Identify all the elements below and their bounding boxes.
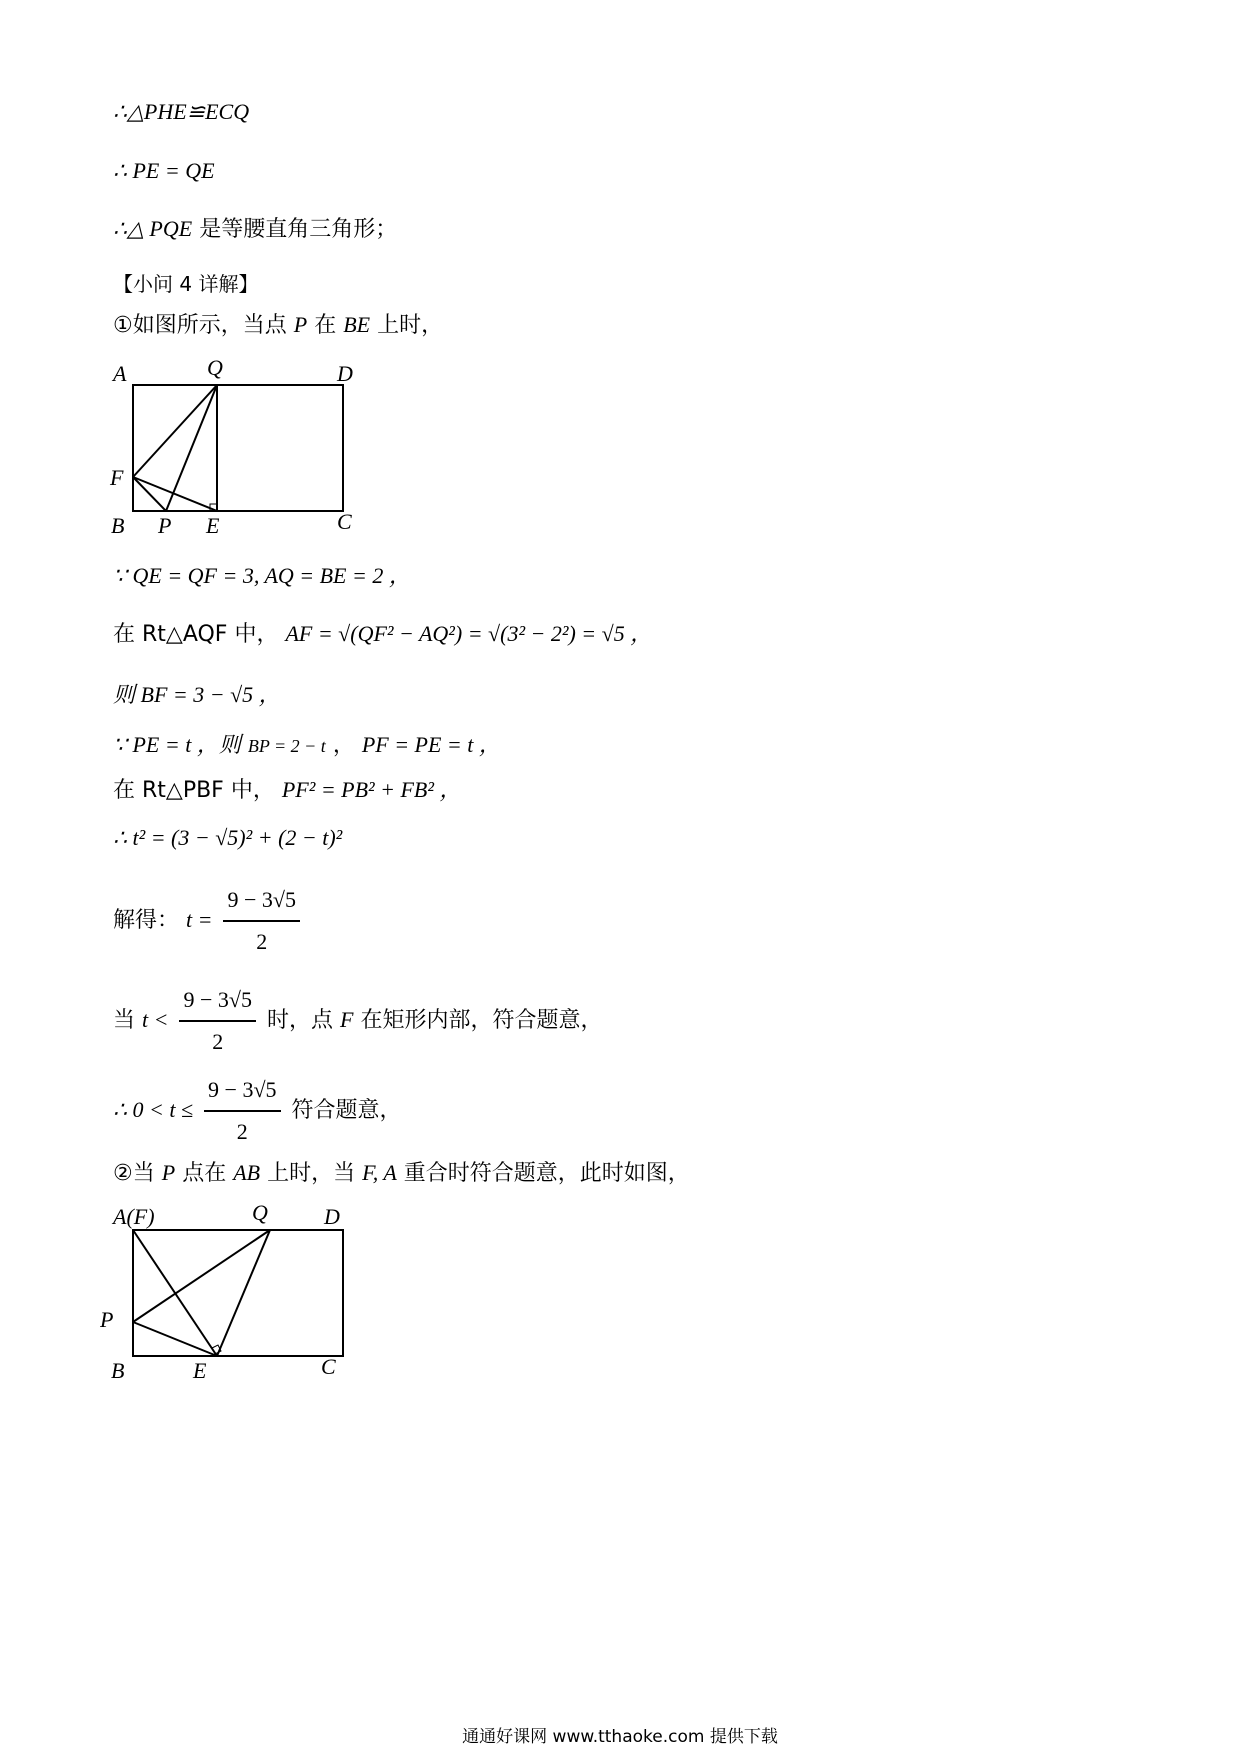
- fig2-segment-pe: [133, 1322, 217, 1356]
- af-formula: AF = √(QF² − AQ²) = √(3² − 2²) = √5 ，: [285, 621, 653, 646]
- line-equation: ∴ t² = (3 − √5)² + (2 − t)²: [113, 825, 343, 850]
- when-text-c: 时，点: [266, 1008, 333, 1033]
- fig2-label-c: C: [321, 1354, 336, 1379]
- fig1-label-b: B: [111, 513, 125, 538]
- fig1-label-p: P: [158, 513, 172, 538]
- fraction-numerator: 9 − 3√5: [223, 880, 299, 922]
- bp-formula: BP = 2 − t: [247, 736, 326, 756]
- pythagoras-formula: PF² = PB² + FB² ，: [281, 777, 462, 802]
- fig2-segment-pq: [133, 1230, 270, 1322]
- range-fraction: [204, 1070, 280, 1152]
- section-header: 【小问 4 详解】: [113, 272, 259, 296]
- fig1-segment-fq: [133, 385, 217, 477]
- when-point-f: F: [339, 1007, 354, 1032]
- fig1-segment-pq: [166, 385, 217, 511]
- fig1-label-e: E: [206, 513, 220, 538]
- fraction-numerator: 9 − 3√5: [179, 980, 255, 1022]
- footer-source: 通通好课网 www.tthaoke.com 提供下载: [462, 1727, 778, 1747]
- line-range: [113, 1070, 402, 1152]
- line-rt-aqf: [113, 619, 652, 650]
- fraction-denominator: 2: [236, 1119, 248, 1144]
- range-text-b: 符合题意，: [291, 1098, 402, 1123]
- pe-t-text: ∵ PE = t ，则: [113, 732, 241, 757]
- fraction-denominator: 2: [256, 929, 268, 954]
- fig2-label-q: Q: [252, 1200, 268, 1225]
- line-congruence: [113, 97, 249, 128]
- fig1-label-a: A: [113, 361, 127, 386]
- fig1-label-f: F: [110, 465, 124, 490]
- line-isosceles: [113, 214, 397, 245]
- case2-point-p: P: [161, 1160, 176, 1185]
- case1-point-p: P: [293, 312, 308, 337]
- line-bf: [113, 680, 281, 711]
- fraction-denominator: 2: [212, 1029, 224, 1054]
- case2-text-c: 上时，当: [267, 1161, 356, 1186]
- line-given-values: ∵ QE = QF = 3, AQ = BE = 2 ，: [113, 563, 411, 588]
- line-solution: [113, 880, 304, 962]
- fig1-label-d: D: [337, 361, 353, 386]
- line-pe-equals-qe: [113, 156, 215, 187]
- solve-t: t =: [186, 907, 213, 932]
- fig2-label-af: A(F): [113, 1204, 155, 1229]
- case2-text-a: ②当: [113, 1161, 155, 1186]
- case1-segment-be: BE: [343, 312, 371, 337]
- line-pe-t: [113, 730, 501, 761]
- pf-formula: PF = PE = t ，: [361, 732, 501, 757]
- triangle-pqe-text: ∴△ PQE: [113, 216, 193, 241]
- fig2-rectangle: [133, 1230, 343, 1356]
- fig2-label-d: D: [324, 1204, 340, 1229]
- pe-qe-text: ∴ PE = QE: [113, 158, 215, 183]
- fig2-label-b: B: [111, 1358, 125, 1383]
- condition-fraction: [179, 980, 255, 1062]
- when-t: t <: [142, 1007, 169, 1032]
- bf-formula: 则 BF = 3 − √5 ，: [113, 682, 281, 707]
- fig1-segment-fe: [133, 477, 217, 511]
- solve-label: 解得：: [113, 908, 180, 933]
- fig1-label-q: Q: [207, 355, 223, 380]
- case2-text-d: 重合时符合题意，此时如图，: [403, 1161, 690, 1186]
- case1-text-b: 在: [314, 313, 337, 338]
- fig2-label-p: P: [100, 1307, 114, 1332]
- figure-1: [100, 355, 400, 550]
- fig1-segment-fp: [133, 477, 166, 511]
- fig1-label-c: C: [337, 509, 352, 534]
- line-rt-pbf: [113, 775, 461, 806]
- congruence-text: ∴△PHE≌ECQ: [113, 99, 250, 124]
- range-text: ∴ 0 < t ≤: [113, 1097, 194, 1122]
- when-text-d: 在矩形内部，符合题意，: [360, 1008, 603, 1033]
- line-condition: [113, 980, 602, 1062]
- comma: ，: [332, 733, 355, 758]
- isosceles-text: 是等腰直角三角形；: [199, 217, 398, 242]
- fig2-label-e: E: [193, 1358, 207, 1383]
- rt-aqf-text: 在 Rt△AQF 中，: [113, 622, 279, 647]
- rt-pbf-text: 在 Rt△PBF 中，: [113, 778, 275, 803]
- case1-text-a: ①如图所示，当点: [113, 313, 287, 338]
- fraction-numerator: 9 − 3√5: [204, 1070, 280, 1112]
- fig1-rectangle: [133, 385, 343, 511]
- case2-points-fa: F, A: [362, 1160, 397, 1185]
- figure-2: [100, 1200, 400, 1395]
- case2-segment-ab: AB: [233, 1160, 261, 1185]
- line-case2: [113, 1158, 690, 1189]
- solution-fraction: [223, 880, 299, 962]
- case2-text-b: 点在: [182, 1161, 227, 1186]
- case1-text-c: 上时，: [377, 313, 444, 338]
- when-text: 当: [113, 1008, 136, 1033]
- line-case1: [113, 310, 443, 341]
